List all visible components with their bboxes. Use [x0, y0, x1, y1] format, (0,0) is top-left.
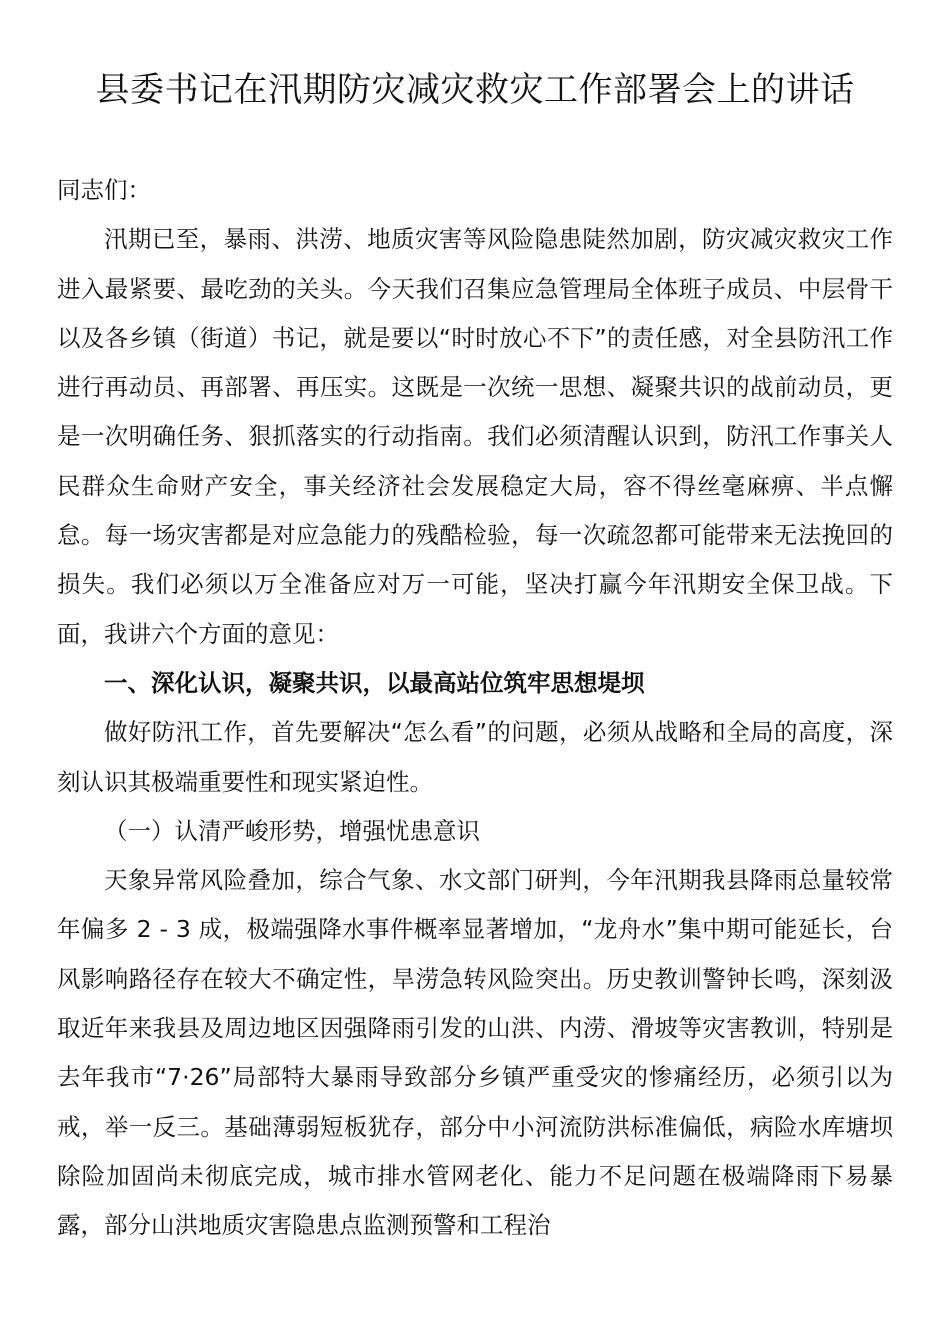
paragraph-subsection-1: 天象异常风险叠加，综合气象、水文部门研判，今年汛期我县降雨总量较常年偏多 2 - 3 成，极端强降水事件概率显著增加，“龙舟水”集中期可能延长，台风影响路径存在较大不确定性，旱涝急转风险突出。历史教训警钟长鸣，深刻汲取近年来我县及周边地区因强降雨引发的山洪、内涝、滑坡等灾害教训，特别是去年我市“7·26”局部特大暴雨导致部分乡镇严重受灾的惨痛经历，必须引以为戒，举一反三。基础薄弱短板犹存，部分中小河流防洪标准偏低，病险水库塘坝除险加固尚未彻底完成，城市排水管网老化、能力不足问题在极端降雨下易暴露，部分山洪地质灾害隐患点监测预警和工程治: [57, 866, 893, 1240]
salutation: 同志们：: [57, 176, 151, 204]
paragraph-intro: 汛期已至，暴雨、洪涝、地质灾害等风险隐患陡然加剧，防灾减灾救灾工作进入最紧要、最吃劲的关头。今天我们召集应急管理局全体班子成员、中层骨干以及各乡镇（街道）书记，就是要以“时时放心不下”的责任感，对全县防汛工作进行再动员、再部署、再压实。这既是一次统一思想、凝聚共识的战前动员，更是一次明确任务、狠抓落实的行动指南。我们必须清醒认识到，防汛工作事关人民群众生命财产安全，事关经济社会发展稳定大局，容不得丝毫麻痹、半点懈怠。每一场灾害都是对应急能力的残酷检验，每一次疏忽都可能带来无法挽回的损失。我们必须以万全准备应对万一可能，坚决打赢今年汛期安全保卫战。下面，我讲六个方面的意见：: [57, 225, 893, 648]
paragraph-section-1: 做好防汛工作，首先要解决“怎么看”的问题，必须从战略和全局的高度，深刻认识其极端重要性和现实紧迫性。: [57, 718, 893, 796]
subsection-heading-1: （一）认清严峻形势，增强忧患意识: [104, 816, 480, 845]
document-body: [57, 166, 893, 1251]
document-title: 县委书记在汛期防灾减灾救灾工作部署会上的讲话: [95, 70, 855, 110]
section-heading-1: 一、深化认识，凝聚共识，以最高站位筑牢思想堤坝: [104, 668, 645, 697]
